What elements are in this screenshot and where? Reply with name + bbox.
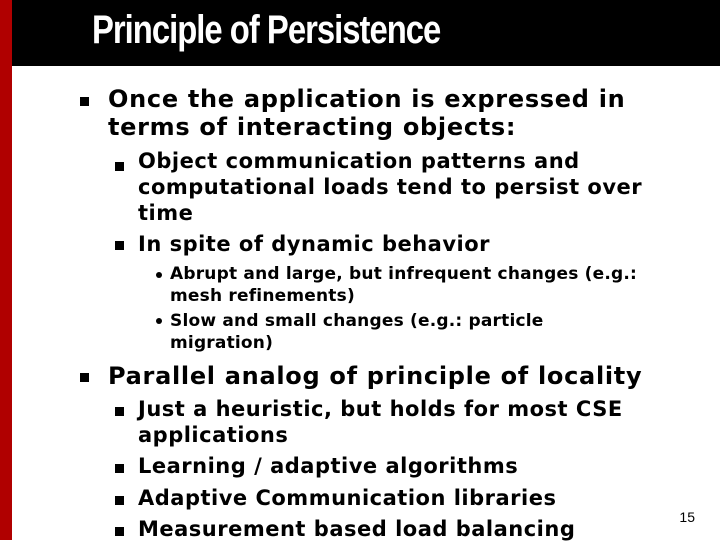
slide-title: Principle of Persistence — [92, 8, 441, 52]
bullet-1-2-1-text: Abrupt and large, but infrequent changes (e.g.: mesh refinements) — [170, 264, 638, 306]
bullet-1-text: Once the application is expressed in terms of interacting objects: — [108, 85, 626, 141]
bullet-dot-icon — [156, 272, 162, 278]
bullet-square-icon — [115, 527, 124, 536]
left-accent-bar — [0, 0, 12, 540]
bullet-2-3-text: Adaptive Communication libraries — [138, 486, 557, 510]
page-number: 15 — [679, 509, 695, 525]
bullet-dot-icon — [156, 318, 162, 324]
bullet-square-icon — [115, 496, 124, 505]
bullet-square-icon — [115, 162, 124, 171]
bullet-1-2-text: In spite of dynamic behavior — [138, 232, 491, 256]
bullet-square-icon — [115, 407, 124, 416]
bullet-square-icon — [115, 241, 124, 250]
bullet-2-4-text: Measurement based load balancing — [138, 517, 576, 541]
bullet-2-text: Parallel analog of principle of locality — [108, 362, 643, 390]
bullet-2-1-text: Just a heuristic, but holds for most CSE applications — [138, 397, 623, 447]
bullet-square-icon — [115, 464, 124, 473]
bullet-square-icon — [80, 97, 89, 106]
bullet-1-1-text: Object communication patterns and computational loads tend to persist over time — [138, 149, 643, 225]
bullet-2-2-text: Learning / adaptive algorithms — [138, 454, 519, 478]
bullet-1-2-2-text: Slow and small changes (e.g.: particle migration) — [170, 311, 544, 353]
bullet-square-icon — [80, 373, 89, 382]
